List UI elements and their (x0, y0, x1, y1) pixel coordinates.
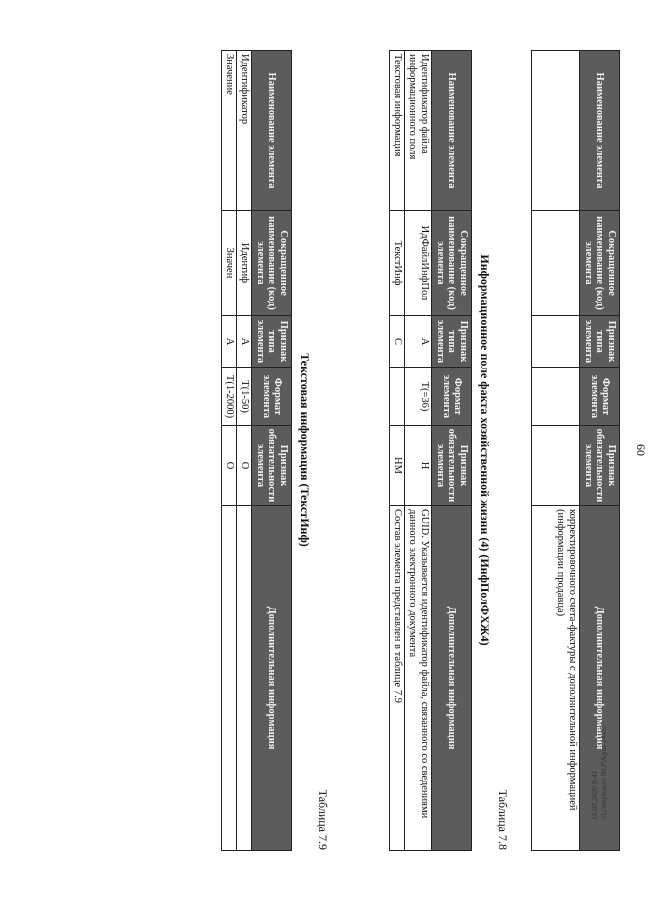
cell: С (390, 316, 405, 368)
col-header: Сокращенное наименование (код) элемента (252, 211, 292, 316)
col-header: Дополнительная информация (580, 506, 620, 851)
table-header-row (252, 51, 292, 851)
cell: Н (405, 426, 432, 506)
cell: GUID. Указывается идентификатор файла, связанного со сведениями данного электронного документа (405, 506, 432, 851)
cell (532, 426, 580, 506)
cell: Идентиф (237, 211, 252, 316)
col-header: Дополнительная информация (432, 506, 472, 851)
page-number: 60 (634, 444, 648, 456)
cell: T(1-50) (237, 368, 252, 426)
cell: Идентификатор (237, 51, 252, 211)
cell: Состав элемента представлен в таблице 7.9 (390, 506, 405, 851)
cell (390, 368, 405, 426)
cell: Идентификатор файла информационного поля (405, 51, 432, 211)
rotated-page (90, 50, 648, 850)
cell: корректировочного счета-фактуры с дополнительной информацией (информации продавца) (532, 506, 580, 851)
cell (237, 506, 252, 851)
table-row (390, 51, 405, 851)
cell: О (222, 426, 237, 506)
col-header: Сокращенное наименование (код) элемента (580, 211, 620, 316)
col-header: Признак типа элемента (580, 316, 620, 368)
table-7-8 (390, 50, 473, 851)
table-number: Таблица 7.8 (496, 789, 510, 850)
cell: А (405, 316, 432, 368)
table-7-9 (222, 50, 293, 851)
col-header: Признак типа элемента (432, 316, 472, 368)
col-header: Дополнительная информация (252, 506, 292, 851)
col-header: Признак обязательности элемента (432, 426, 472, 506)
table-header-row (432, 51, 472, 851)
cell: T(1-2000) (222, 368, 237, 426)
print-stamp (590, 690, 608, 820)
cell: T(=36) (405, 368, 432, 426)
table-row (532, 51, 580, 851)
cell (532, 316, 580, 368)
col-header: Сокращенное наименование (код) элемента (432, 211, 472, 316)
cell: ТекстИнф (390, 211, 405, 316)
table-title: Текстовая информация (ТекстИнф) (298, 353, 312, 547)
col-header: Наименование элемента (432, 51, 472, 211)
cell: НМ (390, 426, 405, 506)
col-header: Формат элемента (432, 368, 472, 426)
table-title: Информационное поле факта хозяйственной жизни (4) (ИнфПолФХЖ4) (478, 254, 492, 646)
col-header: Формат элемента (252, 368, 292, 426)
col-header: Наименование элемента (580, 51, 620, 211)
col-header: Формат элемента (580, 368, 620, 426)
cell (532, 211, 580, 316)
col-header: Признак обязательности элемента (580, 426, 620, 506)
stamp-line: 15.07.2020 9:41 (590, 770, 599, 820)
cell: Значен (222, 211, 237, 316)
cell: Значение (222, 51, 237, 211)
table-number: Таблица 7.9 (316, 789, 330, 850)
cell: ИдФайлИнфПол (405, 211, 432, 316)
col-header: Признак обязательности элемента (252, 426, 292, 506)
table-row (222, 51, 237, 851)
col-header: Наименование элемента (252, 51, 292, 211)
cell: Текстовая информация (390, 51, 405, 211)
table-row (237, 51, 252, 851)
cell (222, 506, 237, 851)
col-header: Признак типа элемента (252, 316, 292, 368)
stamp-line: \\Lcompbuero 90.P.Aqua-14457 (599, 724, 608, 820)
cell: А (237, 316, 252, 368)
cell: О (237, 426, 252, 506)
table-row (405, 51, 432, 851)
cell (532, 51, 580, 211)
cell: А (222, 316, 237, 368)
cell (532, 368, 580, 426)
